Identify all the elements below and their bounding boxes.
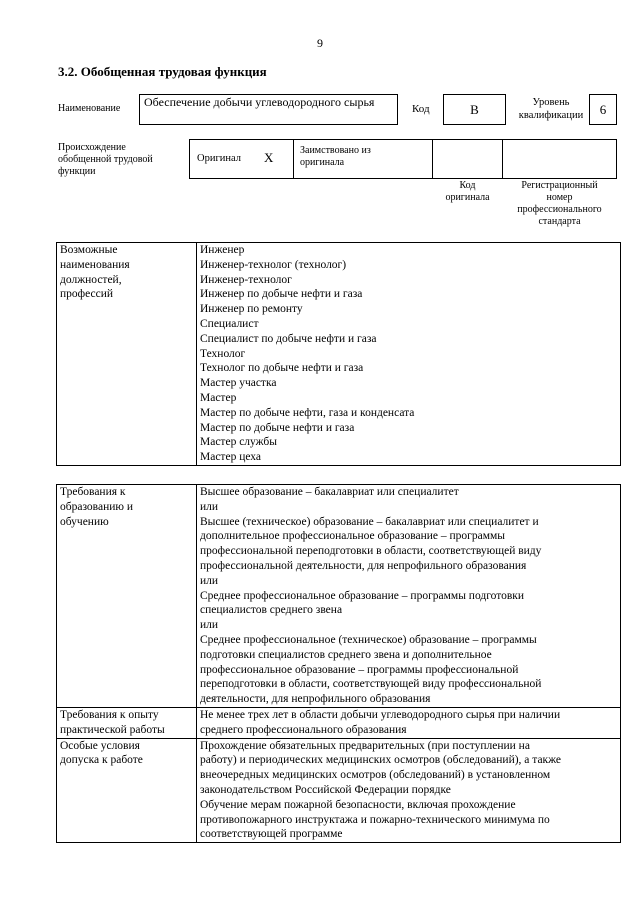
position-item: Инженер по ремонту xyxy=(200,303,303,316)
education-line: профессиональной деятельности, для непрофильного образования xyxy=(200,559,527,572)
position-item: Мастер xyxy=(200,391,237,404)
positions-row xyxy=(57,243,621,466)
original-label: Оригинал xyxy=(197,153,241,164)
special-line: Обучение мерам пожарной безопасности, включая прохождение xyxy=(200,798,516,811)
level-value: 6 xyxy=(589,94,617,125)
position-item: Инженер xyxy=(200,244,245,256)
reg-caption-line3: профессионального xyxy=(517,204,602,215)
position-item: Мастер службы xyxy=(200,436,278,449)
education-label-line1: Требования к xyxy=(60,486,126,498)
position-item: Мастер по добыче нефти и газа xyxy=(200,421,355,434)
special-line: внеочередных медицинских осмотров (обследований) в установленном xyxy=(200,769,551,782)
experience-row xyxy=(57,707,621,738)
education-line: Среднее профессиональное (техническое) образование – программы xyxy=(200,633,537,646)
education-line: или xyxy=(200,500,219,513)
original-mark: X xyxy=(264,150,274,165)
education-line: профессиональной переподготовки в области, соответствующей виду xyxy=(200,545,542,558)
education-label-line2: образованию и xyxy=(60,500,133,513)
education-line: или xyxy=(200,619,219,632)
name-value-box xyxy=(139,94,398,125)
education-line: или xyxy=(200,574,219,587)
education-line: переподготовки в области, соответствующей виду профессиональной xyxy=(200,678,542,691)
position-item: Мастер цеха xyxy=(200,451,261,464)
level-label-line2: квалификации xyxy=(518,110,584,121)
special-line: Прохождение обязательных предварительных (при поступлении на xyxy=(200,739,530,752)
special-line: работу) и периодических медицинских осмотров (обследований), а также xyxy=(200,754,562,767)
education-line: Среднее профессиональное образование – программы подготовки xyxy=(200,589,525,602)
education-line: деятельности, для непрофильного образования xyxy=(200,693,431,706)
reg-number-caption xyxy=(502,180,617,228)
page-number: 9 xyxy=(317,36,323,50)
special-line: противопожарного инструктажа и пожарно-технического минимума по xyxy=(200,813,550,826)
borrowed-line2: оригинала xyxy=(300,157,345,168)
code-caption-line1: Код xyxy=(459,180,476,191)
reg-number-cell xyxy=(502,139,617,179)
special-conditions-label xyxy=(57,738,197,843)
positions-label-line2: наименования xyxy=(60,258,130,271)
original-code-cell xyxy=(432,139,503,179)
education-line: профессиональное образование – программы профессиональной xyxy=(200,663,519,676)
origin-label-line1: Происхождение xyxy=(58,142,126,153)
requirements-table xyxy=(56,484,621,843)
experience-label-line2: практической работы xyxy=(60,723,165,736)
experience-text xyxy=(197,707,621,738)
experience-line: среднего профессионального образования xyxy=(200,723,407,736)
positions-label-line1: Возможные xyxy=(60,244,118,256)
code-value: B xyxy=(443,94,506,125)
original-cell xyxy=(189,139,294,179)
reg-caption-line1: Регистрационный xyxy=(521,180,598,191)
education-line: дополнительное профессиональное образование – программы xyxy=(200,530,505,543)
positions-list xyxy=(197,243,621,466)
level-label-line1: Уровень xyxy=(532,97,570,108)
borrowed-cell xyxy=(293,139,433,179)
experience-line: Не менее трех лет в области добычи углеводородного сырья при наличии xyxy=(200,708,561,721)
original-code-caption xyxy=(432,180,503,204)
special-label-line2: допуска к работе xyxy=(60,754,143,767)
positions-table xyxy=(56,242,621,466)
position-item: Мастер участка xyxy=(200,377,277,390)
education-label xyxy=(57,485,197,708)
reg-caption-line4: стандарта xyxy=(538,216,581,227)
education-text xyxy=(197,485,621,708)
position-item: Специалист по добыче нефти и газа xyxy=(200,332,377,345)
position-item: Технолог по добыче нефти и газа xyxy=(200,362,364,375)
origin-label-line2: обобщенной трудовой xyxy=(58,154,153,165)
section-title: 3.2. Обобщенная трудовая функция xyxy=(58,64,267,79)
code-caption-line2: оригинала xyxy=(445,192,490,203)
position-item: Специалист xyxy=(200,317,259,330)
special-label-line1: Особые условия xyxy=(60,739,140,752)
experience-label-line1: Требования к опыту xyxy=(60,708,159,721)
level-label xyxy=(516,96,586,122)
education-label-line3: обучению xyxy=(60,515,109,528)
origin-label xyxy=(58,142,153,178)
education-line: специалистов среднего звена xyxy=(200,604,343,617)
positions-label xyxy=(57,243,197,466)
name-value: Обеспечение добычи углеводородного сырья xyxy=(144,95,375,109)
education-line: Высшее образование – бакалавриат или специалитет xyxy=(200,486,459,498)
position-item: Технолог xyxy=(200,347,246,360)
position-item: Мастер по добыче нефти, газа и конденсата xyxy=(200,406,415,419)
origin-label-line3: функции xyxy=(58,166,96,177)
borrowed-line1: Заимствовано из xyxy=(300,145,371,156)
special-line: законодательством Российской Федерации порядке xyxy=(200,783,451,796)
position-item: Инженер-технолог (технолог) xyxy=(200,258,347,271)
position-item: Инженер-технолог xyxy=(200,273,292,286)
positions-label-line3: должностей, xyxy=(60,273,122,286)
code-label: Код xyxy=(412,103,430,115)
education-row xyxy=(57,485,621,708)
special-conditions-text xyxy=(197,738,621,843)
special-conditions-row xyxy=(57,738,621,843)
education-line: подготовки специалистов среднего звена и дополнительное xyxy=(200,648,492,661)
name-label: Наименование xyxy=(58,103,121,114)
positions-label-line4: профессий xyxy=(60,288,114,301)
reg-caption-line2: номер xyxy=(546,192,573,203)
special-line: соответствующей программе xyxy=(200,828,343,841)
position-item: Инженер по добыче нефти и газа xyxy=(200,288,363,301)
education-line: Высшее (техническое) образование – бакалавриат или специалитет и xyxy=(200,515,539,528)
experience-label xyxy=(57,707,197,738)
